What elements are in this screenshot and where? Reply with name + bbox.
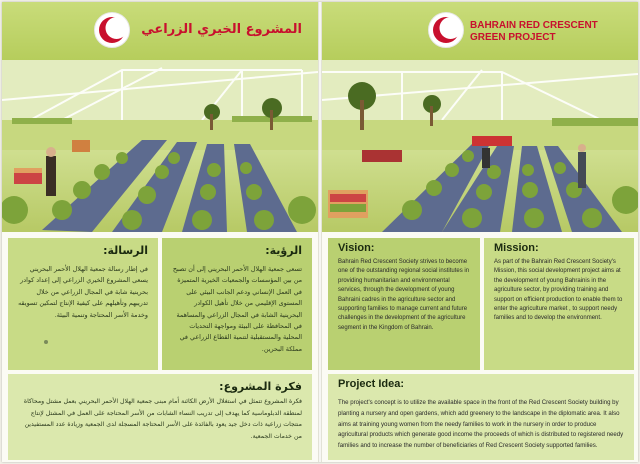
red-crescent-logo-left [94, 12, 130, 48]
red-crescent-icon [429, 13, 463, 47]
mission-title-arabic: الرسالة: [103, 244, 148, 257]
red-crescent-icon [95, 13, 129, 47]
red-crescent-logo-right [428, 12, 464, 48]
greenhouse-illustration-right [322, 60, 638, 232]
vision-text-english: Bahrain Red Crescent Society strives to become one of the outstanding regional social institutes in providing humanitarian and environmental services, through the development of young Bahraini cadres in the agriculture sector and supporting families to manage current and future challenges in the development of the agriculture segment in the Kingdom of Bahrain. [338, 259, 470, 331]
vision-panel-english [328, 238, 480, 370]
greenhouse-illustration-left [2, 60, 318, 232]
right-header-title: BAHRAIN RED CRESCENT GREEN PROJECT [470, 20, 598, 43]
mission-text-english: As part of the Bahrain Red Crescent Society's Mission, this social development project aims at the development of young Bahrainis in the agriculture sector, by providing training and support on efficient production to enable them to enter the agriculture market , to support needy families and to develop the environment. [494, 259, 623, 322]
mission-panel-english [484, 238, 634, 370]
brochure-spread [2, 2, 638, 462]
project-idea-text-arabic: فكرة المشروع تتمثل في استغلال الأرض الكائنة أمام مبنى جمعية الهلال الأحمر البحريني بعمل مشتل ومحاكاة لمنطقة الدبلوماسية كما يهدف إلى تدريب النساء الشابات من الأسر المحتاجة على العمل في المشتل لإنتاج منتجات زراعية ذات دخل جيد يعود بالفائدة على الأسر المحتاجة المسجلة لدى الجمعية وزيادة عدد المستفيدين من خدمات الجمعية. [23, 398, 302, 440]
project-idea-title-arabic: فكرة المشروع: [219, 380, 302, 393]
vision-text-arabic: تسعى جمعية الهلال الأحمر البحريني إلى أن تصبح من بين المؤسسات والجمعيات الخيرية المتميزة في العمل الإنساني ودعم الجانب البيئي على المستوى الإقليمي من خلال تأهيل الكوادر البحرينية الشابة في المجال الزراعي والمساهمة في المحافظة على البيئة ومواجهة التحديات المحلية والمستقبلية لتنمية القطاع الزراعي في مملكة البحرين. [172, 265, 302, 353]
vision-panel-arabic [162, 238, 312, 370]
left-header-title: المشروع الخيري الزراعي [141, 22, 302, 37]
mission-text-arabic: في إطار رسالة جمعية الهلال الأحمر البحريني يسعى المشروع الخيري الزراعي إلى إعداد كوادر بحرينية شابة في المجال الزراعي من خلال تدريبهم وتأهيلهم على كيفية الإنتاج لتمكين تسويقه وخدمة الأسر المحتاجة وتنمية البيئة. [18, 265, 148, 319]
project-idea-panel-english [328, 374, 634, 460]
project-idea-text-english: The project's concept is to utilize the available space in the front of the Red Crescent Society building by planting a nursery and open gardens, which add greenery to the landscape in the diplomatic area. It also aims at training young women from the needy families to work in the nursery in order to produce agricultural products which generate good income the proceeds of which is distributed to registered needy families and to increase the number of beneficiaries of Red Crescent Society supported families. [338, 399, 624, 450]
decorative-dot [44, 340, 48, 344]
project-idea-title-english: Project Idea: [338, 378, 405, 390]
vision-title-arabic: الرؤية: [265, 244, 302, 257]
mission-panel-arabic [8, 238, 158, 370]
project-idea-panel-arabic [8, 374, 312, 460]
mission-title-english: Mission: [494, 242, 539, 254]
vision-title-english: Vision: [338, 242, 375, 254]
